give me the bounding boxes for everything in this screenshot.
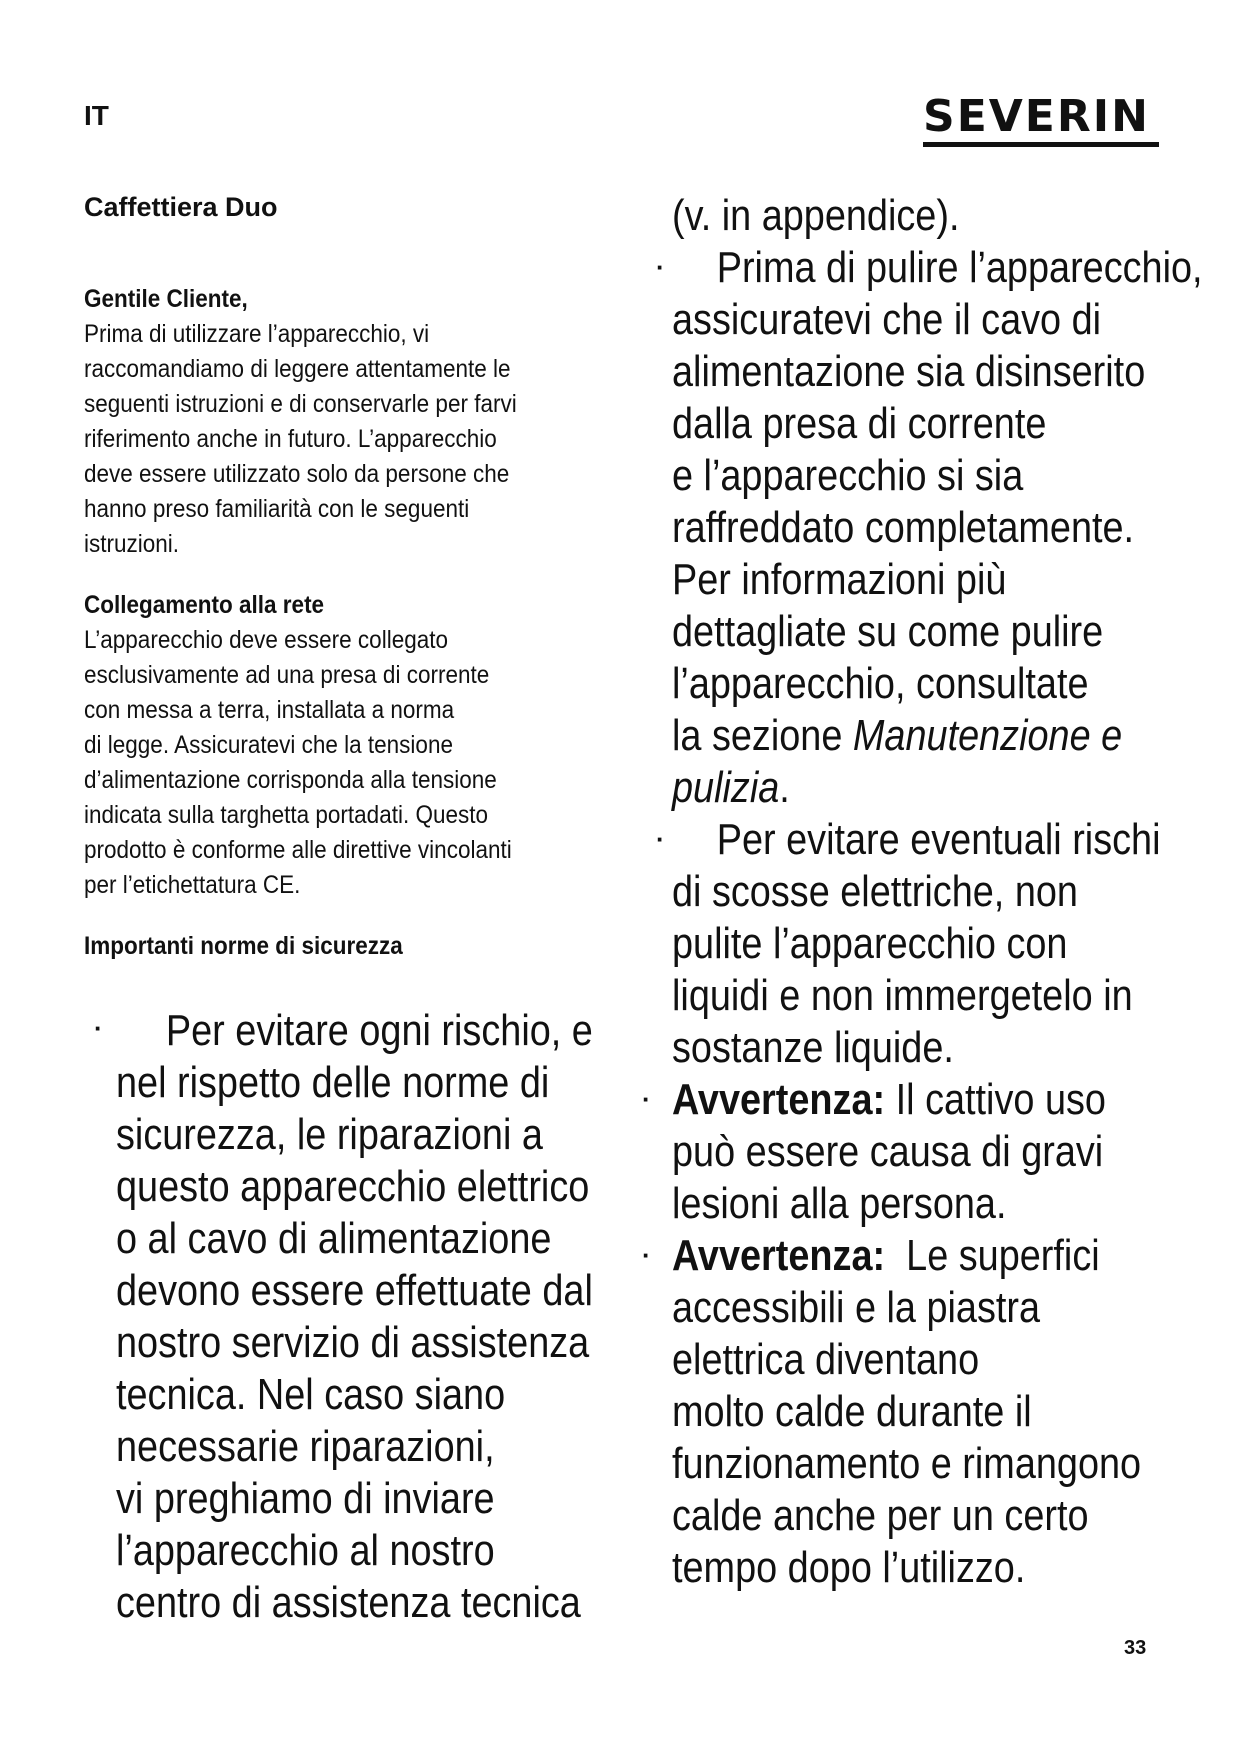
bullet-marker: · — [94, 1013, 103, 1043]
text-line: dettagliate su come pulire — [672, 607, 1104, 656]
text-line: assicuratevi che il cavo di — [672, 295, 1102, 344]
text-line: elettrica diventano — [672, 1335, 980, 1384]
text-line: liquidi e non immergetelo in — [672, 971, 1133, 1020]
text-span: la sezione — [672, 711, 853, 760]
text-line: sicurezza, le riparazioni a — [116, 1110, 543, 1159]
text-line: seguenti istruzioni e di conservarle per farvi — [84, 390, 517, 418]
text-line: nel rispetto delle norme di — [116, 1058, 550, 1107]
text-line: di scosse elettriche, non — [672, 867, 1078, 916]
text-line: funzionamento e rimangono — [672, 1439, 1142, 1488]
text-line: questo apparecchio elettrico — [116, 1162, 590, 1211]
text-line: o al cavo di alimentazione — [116, 1214, 552, 1263]
text-line: alimentazione sia disinserito — [672, 347, 1146, 396]
text-line: deve essere utilizzato solo da persone che — [84, 460, 510, 488]
text-line: accessibili e la piastra — [672, 1283, 1041, 1332]
text-line: pulite l’apparecchio con — [672, 919, 1068, 968]
right-column — [642, 190, 1232, 1594]
text-line: L’apparecchio deve essere collegato — [84, 626, 449, 654]
warning-label: Avvertenza: — [672, 1075, 886, 1124]
severin-logo: SEVERIN — [923, 94, 1159, 147]
text-line: tempo dopo l’utilizzo. — [672, 1543, 1026, 1592]
text-line: sostanze liquide. — [672, 1023, 954, 1072]
warning-misuse-bullet — [642, 1074, 1232, 1230]
text-line: tecnica. Nel caso siano — [116, 1370, 506, 1419]
text-line: hanno preso familiarità con le seguenti — [84, 495, 470, 523]
warning-hot-surface-bullet — [642, 1230, 1232, 1594]
text-line: prodotto è conforme alle direttive vincolanti — [84, 836, 512, 864]
bullet-marker: · — [642, 1084, 651, 1114]
language-code: IT — [84, 100, 109, 131]
text-line: di legge. Assicuratevi che la tensione — [84, 731, 453, 759]
text-line: centro di assistenza tecnica — [116, 1578, 581, 1627]
text-line: nostro servizio di assistenza — [116, 1318, 590, 1367]
text-line: dalla presa di corrente — [672, 399, 1047, 448]
product-title: Caffettiera Duo — [84, 192, 278, 222]
greeting-section — [84, 282, 624, 562]
warning-label: Avvertenza: — [672, 1231, 886, 1280]
text-line: Prima di pulire l’apparecchio, — [716, 243, 1203, 292]
bullet-marker: · — [656, 252, 665, 282]
safety-bullet-block — [94, 1005, 656, 1629]
text-line: indicata sulla targhetta portadati. Questo — [84, 801, 489, 829]
section-reference: pulizia — [672, 763, 780, 812]
text-line — [672, 762, 1154, 814]
text-line: devono essere effettuate dal — [116, 1266, 593, 1315]
text-line: lesioni alla persona. — [672, 1179, 1007, 1228]
text-line: può essere causa di gravi — [672, 1127, 1104, 1176]
text-line: l’apparecchio, consultate — [672, 659, 1089, 708]
text-line — [672, 710, 1154, 762]
bullet-marker: · — [656, 824, 665, 854]
connection-section — [84, 588, 624, 903]
text-line: l’apparecchio al nostro — [116, 1526, 495, 1575]
text-line: raffreddato completamente. — [672, 503, 1135, 552]
cleaning-bullet — [656, 242, 1232, 814]
text-line: (v. in appendice). — [672, 191, 960, 240]
text-span: Il cattivo uso — [885, 1075, 1106, 1124]
section-reference: Manutenzione e — [852, 711, 1123, 760]
text-line: esclusivamente ad una presa di corrente — [84, 661, 490, 689]
shock-bullet — [656, 814, 1232, 1074]
text-line: d’alimentazione corrisponda alla tensione — [84, 766, 497, 794]
text-line: Per informazioni più — [672, 555, 1007, 604]
bullet-marker: · — [642, 1240, 651, 1270]
text-span: . — [779, 763, 790, 812]
text-line: con messa a terra, installata a norma — [84, 696, 455, 724]
text-line: calde anche per un certo — [672, 1491, 1089, 1540]
greeting-heading: Gentile Cliente, — [84, 285, 248, 313]
safety-heading: Importanti norme di sicurezza — [84, 932, 403, 960]
text-line: per l’etichettatura CE. — [84, 871, 301, 899]
text-line: raccomandiamo di leggere attentamente le — [84, 355, 511, 383]
text-line: molto calde durante il — [672, 1387, 1032, 1436]
text-line — [672, 1074, 1154, 1126]
text-line: vi preghiamo di inviare — [116, 1474, 495, 1523]
page-number: 33 — [1124, 1637, 1147, 1659]
text-line: riferimento anche in futuro. L’apparecchio — [84, 425, 497, 453]
text-line: Prima di utilizzare l’apparecchio, vi — [84, 320, 430, 348]
text-line: istruzioni. — [84, 530, 180, 558]
connection-heading: Collegamento alla rete — [84, 591, 325, 619]
left-column — [84, 190, 624, 964]
text-span: Le superfici — [885, 1231, 1100, 1280]
text-line: e l’apparecchio si sia — [672, 451, 1024, 500]
text-line — [672, 1230, 1154, 1282]
text-line: Per evitare eventuali rischi — [716, 815, 1161, 864]
text-line: Per evitare ogni rischio, e — [165, 1006, 593, 1055]
text-line: necessarie riparazioni, — [116, 1422, 495, 1471]
